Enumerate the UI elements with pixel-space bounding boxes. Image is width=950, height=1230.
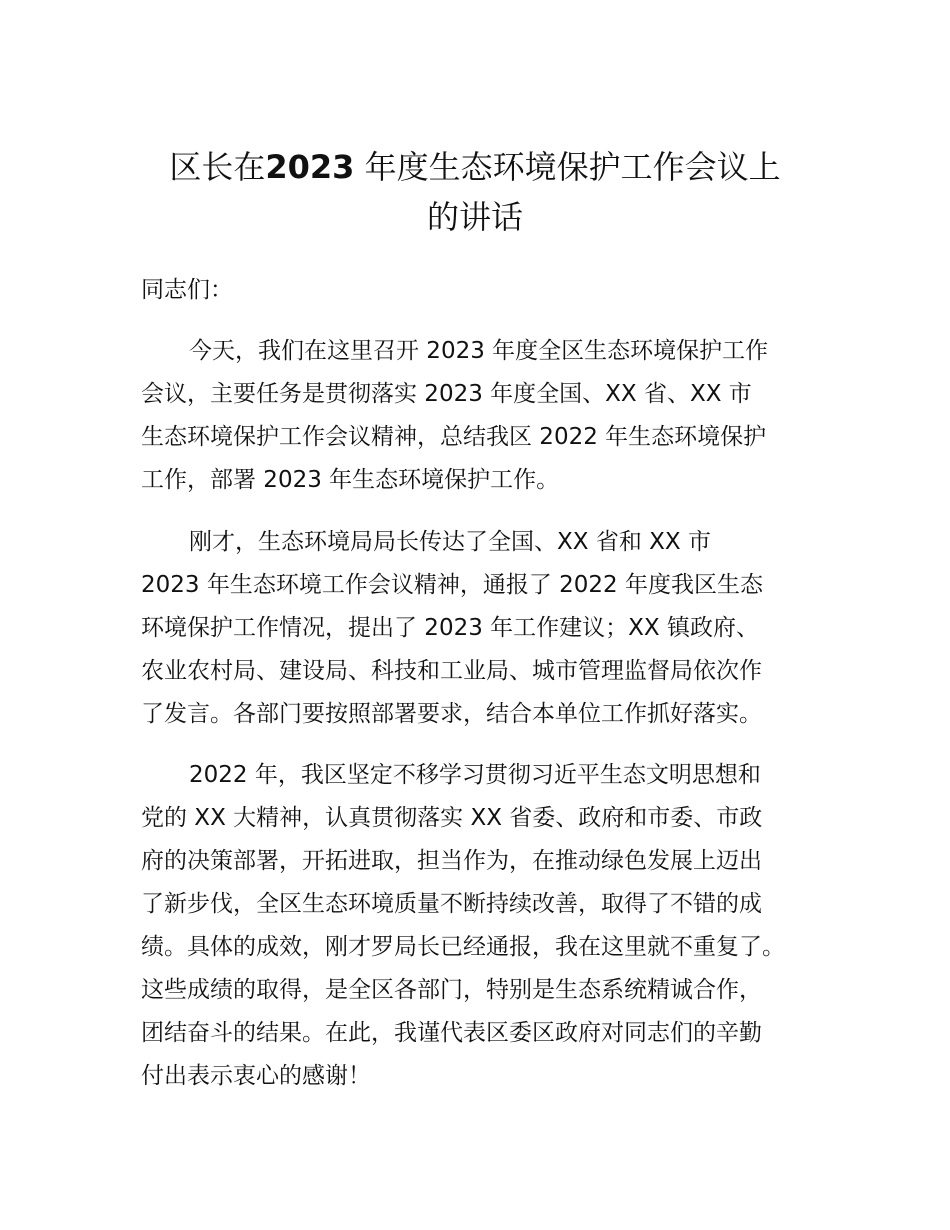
title-line-1 [100,142,850,192]
salutation: 同志们： [141,277,233,303]
title-suffix: 年度生态环境保护工作会议上 [364,148,781,186]
paragraph-line: 刚才，生态环境局局长传达了全国、XX 省和 XX 市 [189,529,711,555]
paragraph-opening [141,330,841,502]
paragraph-line: 团结奋斗的结果。在此，我谨代表区委区政府对同志们的辛勤 [141,1020,762,1046]
paragraph-achievements [141,754,841,1098]
title-prefix: 区长在 [169,148,266,186]
page-title [100,142,850,242]
paragraph-line: 2023 年生态环境工作会议精神，通报了 2022 年度我区生态 [141,572,763,598]
paragraph-line: 绩。具体的成效，刚才罗局长已经通报，我在这里就不重复了。 [141,934,785,960]
paragraph-line: 2022 年，我区坚定不移学习贯彻习近平生态文明思想和 [189,762,761,788]
paragraph-line: 付出表示衷心的感谢！ [141,1063,371,1089]
paragraph-line: 工作，部署 2023 年生态环境保护工作。 [141,467,560,493]
paragraph-line: 今天，我们在这里召开 2023 年度全区生态环境保护工作 [189,338,769,364]
title-year: 2023 [265,148,355,186]
paragraph-line: 府的决策部署，开拓进取，担当作为，在推动绿色发展上迈出 [141,848,762,874]
title-line-2: 的讲话 [426,198,523,236]
paragraph-line: 环境保护工作情况，提出了 2023 年工作建议；XX 镇政府、 [141,615,759,641]
paragraph-reports [141,521,841,736]
paragraph-line: 这些成绩的取得，是全区各部门，特别是生态系统精诚合作， [141,977,762,1003]
paragraph-line: 党的 XX 大精神，认真贯彻落实 XX 省委、政府和市委、市政 [141,805,763,831]
paragraph-line: 了发言。各部门要按照部署要求，结合本单位工作抓好落实。 [141,701,762,727]
paragraph-line: 了新步伐，全区生态环境质量不断持续改善，取得了不错的成 [141,891,762,917]
paragraph-line: 生态环境保护工作会议精神，总结我区 2022 年生态环境保护 [141,424,767,450]
paragraph-line: 会议，主要任务是贯彻落实 2023 年度全国、XX 省、XX 市 [141,381,752,407]
paragraph-line: 农业农村局、建设局、科技和工业局、城市管理监督局依次作 [141,658,762,684]
